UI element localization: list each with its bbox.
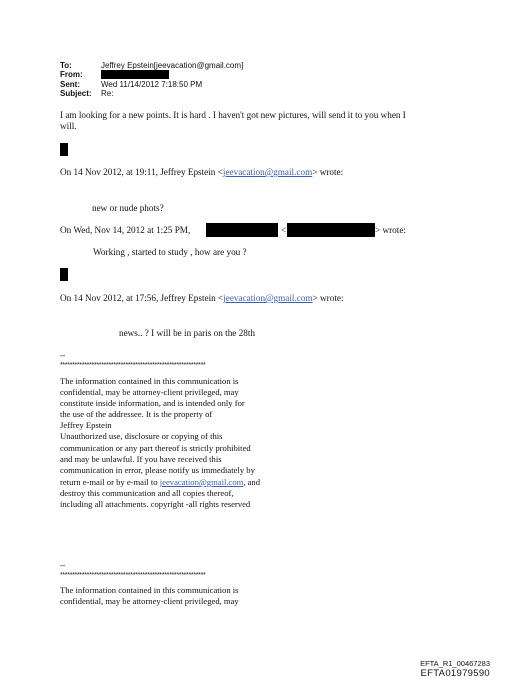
disclaimer-1-line-9: communication in error, please notify us immediately by [60,465,255,475]
stars-divider-1: ************************************************************ [60,362,206,369]
quote-header-1-suffix: > wrote: [312,167,344,177]
redaction-from [101,70,169,79]
disclaimer-2-line-2: confidential, may be attorney-client privileged, may [60,596,239,606]
reference-number-1: EFTA_R1_00467283 [420,659,490,668]
sent-label: Sent: [60,80,80,89]
message-line-1: I am looking for a new points. It is hard . I haven't got new pictures, will send it to you when I [60,110,406,120]
quote-header-3-suffix: > wrote: [312,293,344,303]
disclaimer-1-line-8: and may be unlawful. If you have received this [60,454,222,464]
redaction-name [206,223,278,237]
reply-1: new or nude phots? [92,203,164,213]
email-link-3[interactable]: jeevacation@gmail.com [159,477,244,487]
disclaimer-1-line-11: destroy this communication and all copies thereof, [60,488,234,498]
sent-value: Wed 11/14/2012 7:18:50 PM [101,80,203,89]
to-label: To: [60,61,72,70]
disclaimer-1-line-7: communication or any part thereof is strictly prohibited [60,443,251,453]
disclaimer-1-line-10 [60,477,260,488]
signature-separator-1: -- [60,351,66,360]
quote-header-3-text: On 14 Nov 2012, at 17:56, Jeffrey Epstein < [60,293,224,303]
subject-label: Subject: [60,89,92,98]
disclaimer-1-line-12: including all attachments. copyright -all rights reserved [60,499,251,509]
message-line-2: will. [60,121,77,131]
reply-3: news.. ? I will be in paris on the 28th [119,328,256,338]
quote-header-2 [60,225,190,236]
disclaimer-1-line-5: Jeffrey Epstein [60,420,112,430]
signature-separator-2: -- [60,561,66,570]
disclaimer-1-line-10-text: return e-mail or by e-mail to [60,477,160,487]
disclaimer-1-line-10-suffix: , and [243,477,261,487]
email-link-1[interactable]: jeevacation@gmail.com [222,167,313,177]
disclaimer-1-line-6: Unauthorized use, disclosure or copying of this [60,431,223,441]
email-link-2[interactable]: jeevacation@gmail.com [223,293,313,303]
to-value: Jeffrey Epstein[jeevacation@gmail.com] [101,61,244,70]
quote-header-2-suffix: > wrote: [375,225,406,235]
disclaimer-1-line-1: The information contained in this communication is [60,376,239,386]
email-header [60,61,360,101]
reference-number-2: EFTA01979590 [420,668,490,679]
quote-header-3 [60,293,344,304]
reply-2: Working , started to study , how are you ? [93,247,247,257]
redaction-mark-2 [60,268,68,281]
quote-header-2-lt: < [281,225,287,235]
from-label: From: [60,70,83,79]
redaction-mark-1 [60,143,68,156]
quote-header-1 [60,167,343,178]
stars-divider-2: ************************************************************ [60,572,206,579]
quote-header-1-text: On 14 Nov 2012, at 19:11, Jeffrey Epstein < [60,167,223,177]
subject-value: Re: [101,89,114,98]
quote-header-2-text: On Wed, Nov 14, 2012 at 1:25 PM, [60,225,191,235]
disclaimer-1-line-2: confidential, may be attorney-client privileged, may [60,387,239,397]
disclaimer-1-line-4: the use of the addressee. It is the property of [60,409,213,419]
redaction-email [287,223,375,237]
disclaimer-1-line-3: constitute inside information, and is intended only for [60,398,245,408]
disclaimer-2-line-1: The information contained in this communication is [60,585,239,595]
